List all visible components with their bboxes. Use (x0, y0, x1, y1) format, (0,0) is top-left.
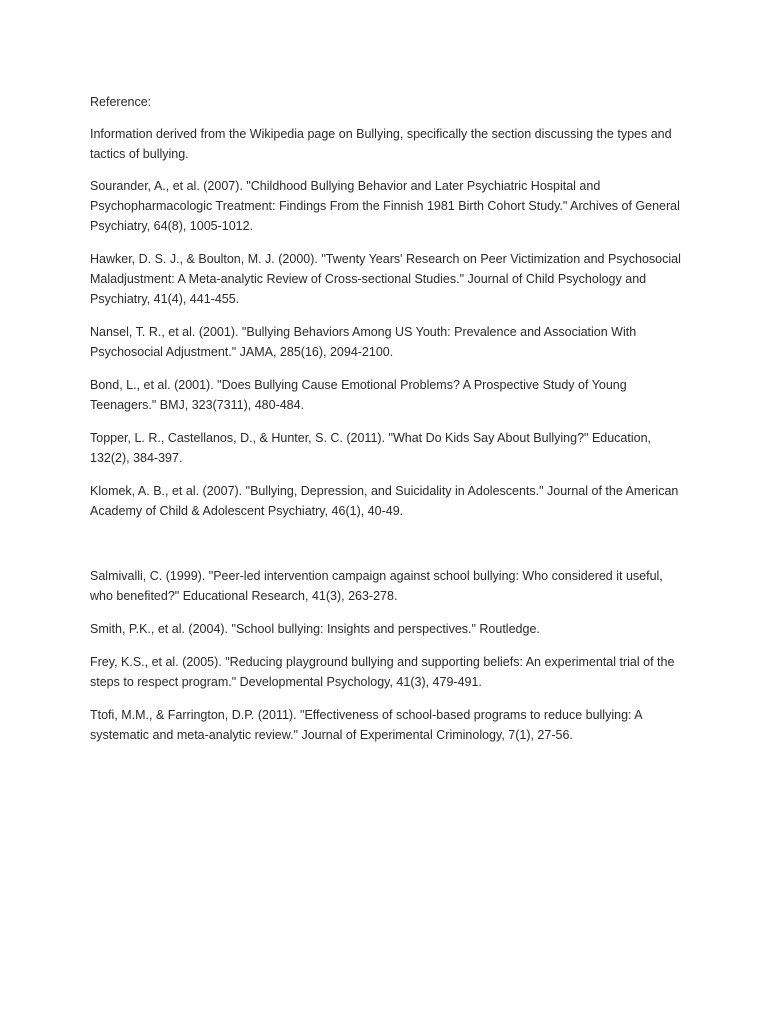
reference-entry: Nansel, T. R., et al. (2001). "Bullying Behaviors Among US Youth: Prevalence and Association With Psychosocial Adjustment." JAMA, 285(16), 2094-2100. (90, 325, 637, 359)
reference-entry: Topper, L. R., Castellanos, D., & Hunter, S. C. (2011). "What Do Kids Say About Bullying?" Education, 132(2), 384-397. (90, 431, 652, 465)
reference-heading: Reference: (90, 95, 152, 109)
reference-entry: Smith, P.K., et al. (2004). "School bullying: Insights and perspectives." Routledge. (90, 622, 540, 636)
reference-entry: Bond, L., et al. (2001). "Does Bullying Cause Emotional Problems? A Prospective Study of Young Teenagers." BMJ, 323(7311), 480-484. (90, 378, 627, 412)
document-body (90, 92, 686, 758)
reference-entry: Hawker, D. S. J., & Boulton, M. J. (2000). "Twenty Years' Research on Peer Victimization and Psychosocial Maladjustment: A Meta-analytic Review of Cross-sectional Studies." Journal of Child Psychology and Psychiatry, 41(4), 441-455. (90, 252, 681, 306)
reference-entry: Ttofi, M.M., & Farrington, D.P. (2011). "Effectiveness of school-based programs to reduce bullying: A systematic and meta-analytic review." Journal of Experimental Criminology, 7(1), 27-56. (90, 708, 642, 742)
intro-paragraph: Information derived from the Wikipedia page on Bullying, specifically the section discussing the types and tactics of bullying. (90, 127, 672, 161)
reference-entry: Frey, K.S., et al. (2005). "Reducing playground bullying and supporting beliefs: An experimental trial of the steps to respect program." Developmental Psychology, 41(3), 479-491. (90, 655, 675, 689)
reference-entry: Sourander, A., et al. (2007). "Childhood Bullying Behavior and Later Psychiatric Hospital and Psychopharmacologic Treatment: Findings From the Finnish 1981 Birth Cohort Study." Archives of General Psychiatry, 64(8), 1005-1012. (90, 179, 680, 233)
reference-entry: Salmivalli, C. (1999). "Peer-led intervention campaign against school bullying: Who considered it useful, who benefited?" Educational Research, 41(3), 263-278. (90, 569, 663, 603)
section-gap (90, 534, 686, 566)
reference-entry: Klomek, A. B., et al. (2007). "Bullying, Depression, and Suicidality in Adolescents." Journal of the American Academy of Child & Adolescent Psychiatry, 46(1), 40-49. (90, 484, 679, 518)
